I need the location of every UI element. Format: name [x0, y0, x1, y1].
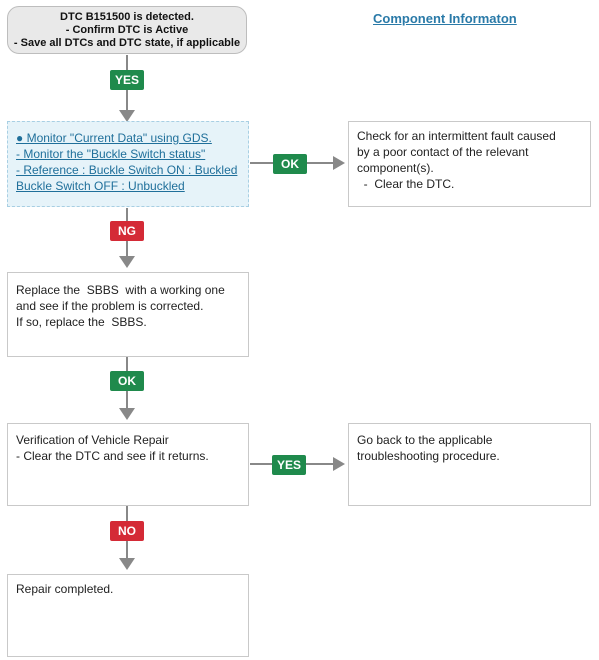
- monitor-line[interactable]: ● Monitor "Current Data" using GDS.: [16, 131, 212, 145]
- monitor-line[interactable]: - Monitor the "Buckle Switch status": [16, 147, 206, 161]
- replace-line: If so, replace the SBBS.: [16, 315, 147, 329]
- intermittent-fault-box: [348, 121, 591, 207]
- verify-line: - Clear the DTC and see if it returns.: [16, 449, 209, 463]
- start-line: DTC B151500 is detected.: [60, 11, 194, 23]
- replace-sbbs-box: [7, 272, 249, 357]
- arrow-head: [119, 256, 135, 268]
- component-information-link[interactable]: Component Informaton: [373, 11, 517, 26]
- goback-line: troubleshooting procedure.: [357, 449, 500, 463]
- intermittent-line: Check for an intermittent fault caused: [357, 129, 556, 143]
- arrow-head: [333, 156, 345, 170]
- start-line: - Save all DTCs and DTC state, if applicable: [13, 37, 241, 49]
- ng-badge: NG: [110, 221, 144, 241]
- goback-line: Go back to the applicable: [357, 433, 493, 447]
- yes-badge: YES: [272, 455, 306, 475]
- repair-completed-box: [7, 574, 249, 657]
- arrow-head: [119, 408, 135, 420]
- monitor-line[interactable]: Buckle Switch OFF : Unbuckled: [16, 179, 185, 193]
- intermittent-line: by a poor contact of the relevant: [357, 145, 529, 159]
- yes-badge: YES: [110, 70, 144, 90]
- ok-badge: OK: [273, 154, 307, 174]
- no-badge: NO: [110, 521, 144, 541]
- intermittent-line: - Clear the DTC.: [357, 177, 455, 191]
- verification-box: [7, 423, 249, 506]
- replace-line: and see if the problem is corrected.: [16, 299, 204, 313]
- start-line: - Confirm DTC is Active: [65, 24, 189, 36]
- monitor-current-data-box[interactable]: [7, 121, 249, 207]
- monitor-line[interactable]: - Reference : Buckle Switch ON : Buckled: [16, 163, 238, 177]
- intermittent-line: component(s).: [357, 161, 434, 175]
- go-back-box: [348, 423, 591, 506]
- arrow-head: [119, 558, 135, 570]
- start-dtc-box: [7, 6, 247, 54]
- repair-line: Repair completed.: [16, 582, 114, 596]
- arrow-head: [333, 457, 345, 471]
- replace-line: Replace the SBBS with a working one: [16, 283, 225, 297]
- ok-badge: OK: [110, 371, 144, 391]
- verify-line: Verification of Vehicle Repair: [16, 433, 169, 447]
